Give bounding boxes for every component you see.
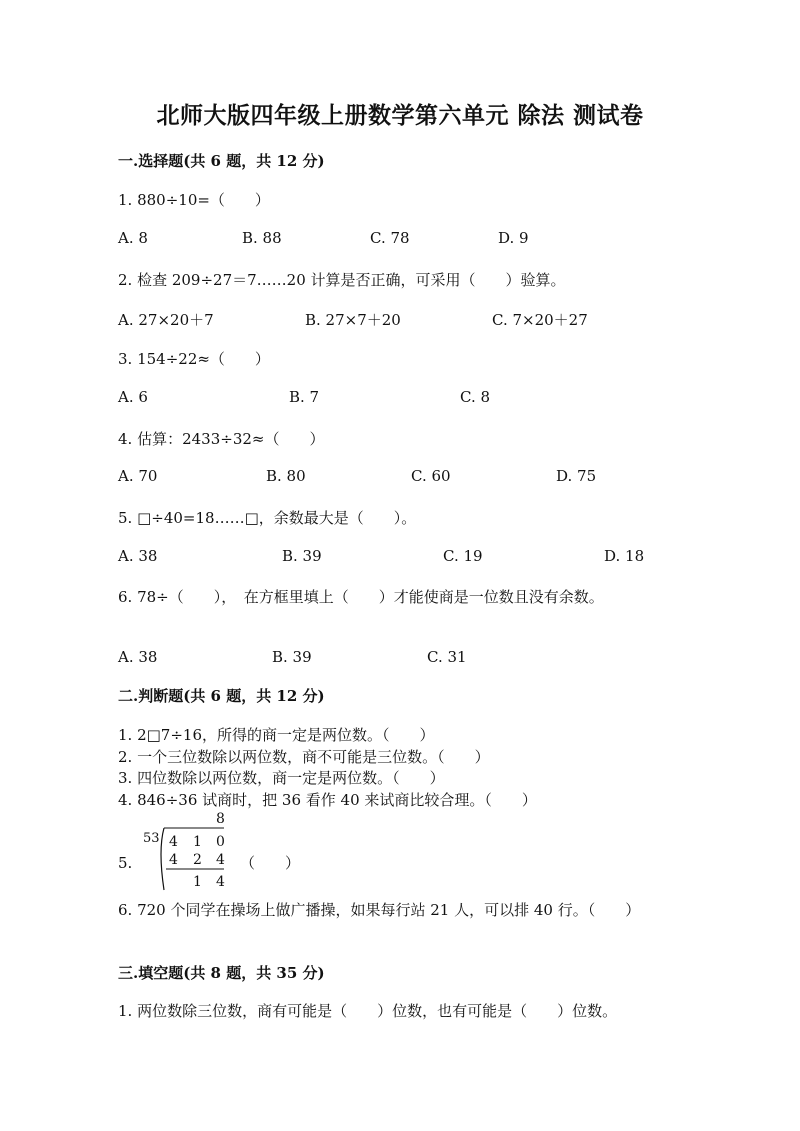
remainder-digit: 4 — [216, 874, 225, 890]
question-number: 5. — [118, 854, 133, 872]
question-text: 6. 78÷（ ）， 在方框里填上（ ）才能使商是一位数且没有余数。 — [118, 588, 604, 606]
option-b: B. 80 — [266, 467, 306, 485]
option-c: C. 31 — [427, 648, 467, 666]
option-c: C. 78 — [370, 229, 410, 247]
question-text: 2. 检查 209÷27＝7……20 计算是否正确，可采用（ ）验算。 — [118, 271, 566, 289]
question-text: 1. 2□7÷16，所得的商一定是两位数。（ ） — [118, 726, 435, 744]
question-text: 3. 四位数除以两位数，商一定是两位数。（ ） — [118, 769, 445, 787]
option-c: C. 19 — [443, 547, 483, 565]
section-heading-choice: 一.选择题(共 6 题，共 12 分) — [118, 152, 325, 170]
product-digit: 2 — [193, 852, 202, 868]
option-b: B. 39 — [272, 648, 312, 666]
option-c: C. 60 — [411, 467, 451, 485]
quotient-digit: 8 — [216, 811, 225, 827]
option-c: C. 7×20＋27 — [492, 311, 588, 329]
answer-blank: （ ） — [240, 854, 301, 872]
question-text: 5. □÷40=18……□，余数最大是（ ）。 — [118, 509, 417, 527]
option-c: C. 8 — [460, 388, 491, 406]
option-d: D. 75 — [556, 467, 597, 485]
option-a: A. 6 — [118, 388, 148, 406]
option-b: B. 7 — [289, 388, 320, 406]
option-b: B. 27×7＋20 — [305, 311, 401, 329]
option-d: D. 9 — [498, 229, 529, 247]
question-text: 1. 880÷10=（ ） — [118, 191, 270, 209]
page-title: 北师大版四年级上册数学第六单元 除法 测试卷 — [156, 102, 644, 129]
option-d: D. 18 — [604, 547, 645, 565]
product-digit: 4 — [216, 852, 225, 868]
question-text: 3. 154÷22≈（ ） — [118, 350, 270, 368]
question-text: 4. 846÷36 试商时，把 36 看作 40 来试商比较合理。（ ） — [118, 791, 537, 809]
remainder-digit: 1 — [193, 874, 202, 890]
section-heading-judge: 二.判断题(共 6 题，共 12 分) — [118, 687, 325, 705]
option-a: A. 38 — [118, 547, 158, 565]
dividend-digit: 4 — [169, 834, 178, 850]
divisor: 53 — [143, 831, 160, 846]
section-heading-fill: 三.填空题(共 8 题，共 35 分) — [118, 964, 325, 982]
option-b: B. 39 — [282, 547, 322, 565]
option-a: A. 70 — [118, 467, 158, 485]
product-digit: 4 — [169, 852, 178, 868]
option-a: A. 27×20＋7 — [118, 311, 214, 329]
question-text: 2. 一个三位数除以两位数，商不可能是三位数。（ ） — [118, 748, 490, 766]
option-a: A. 38 — [118, 648, 158, 666]
question-text: 1. 两位数除三位数，商有可能是（ ）位数，也有可能是（ ）位数。 — [118, 1002, 618, 1020]
dividend-digit: 0 — [216, 834, 225, 850]
long-division-figure — [118, 810, 338, 895]
option-b: B. 88 — [242, 229, 282, 247]
question-text: 4. 估算：2433÷32≈（ ） — [118, 430, 325, 448]
question-text: 6. 720 个同学在操场上做广播操，如果每行站 21 人，可以排 40 行。（ ） — [118, 901, 641, 919]
dividend-digit: 1 — [193, 834, 202, 850]
option-a: A. 8 — [118, 229, 148, 247]
